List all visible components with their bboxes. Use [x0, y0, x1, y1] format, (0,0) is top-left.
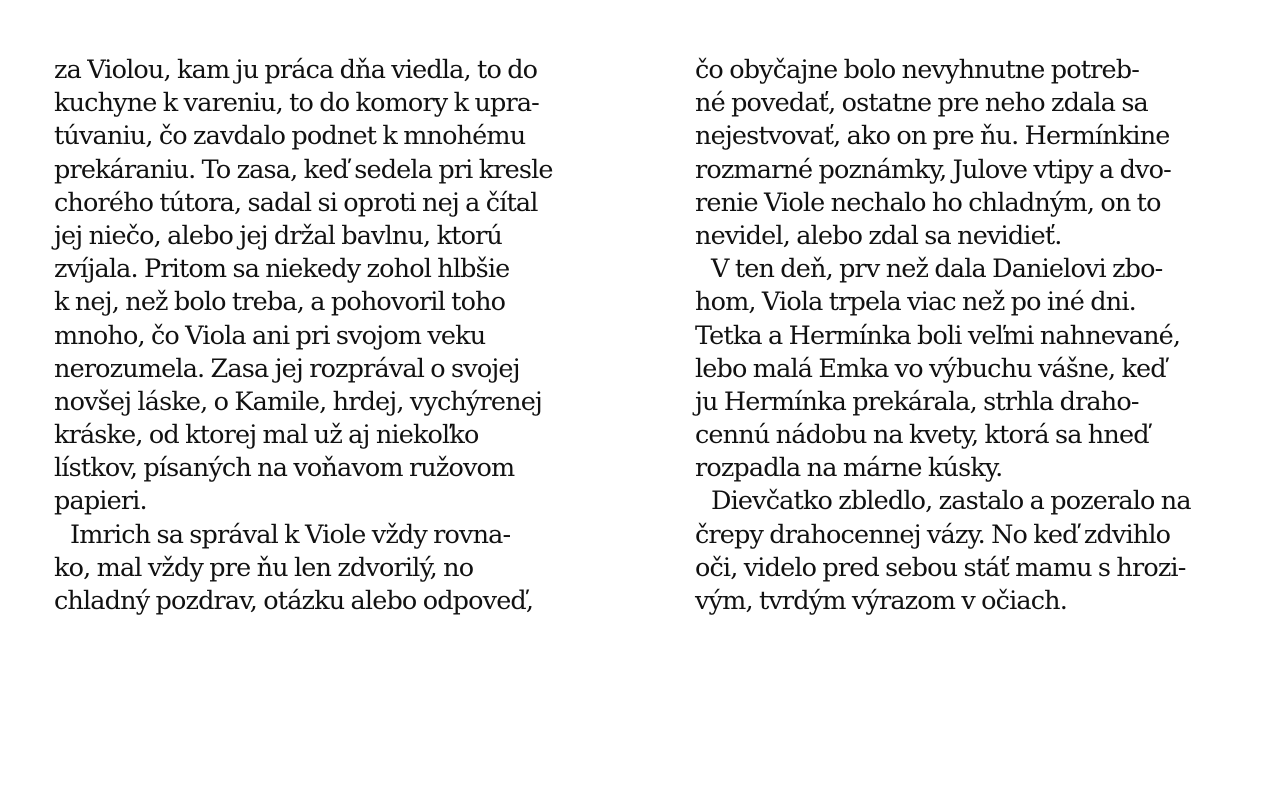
text-line: rozpadla na márne kúsky.	[695, 453, 1003, 484]
text-line: hom, Viola trpela viac než po iné dni.	[695, 287, 1136, 318]
text-line: k nej, než bolo treba, a pohovoril toho	[54, 287, 506, 318]
text-line: rozmarné poznámky, Julove vtipy a dvo-	[695, 154, 1171, 185]
text-line: Tetka a Hermínka boli veľmi nahnevané,	[695, 320, 1181, 351]
text-line: cennú nádobu na kvety, ktorá sa hneď	[695, 420, 1149, 451]
text-line: renie Viole nechalo ho chladným, on to	[695, 187, 1161, 218]
text-line: chladný pozdrav, otázku alebo odpoveď,	[54, 586, 534, 616]
text-line: nevidel, alebo zdal sa nevidieť.	[695, 220, 1062, 251]
text-line: vým, tvrdým výrazom v očiach.	[695, 586, 1068, 616]
text-line: jej niečo, alebo jej držal bavlnu, ktorú	[54, 220, 502, 251]
left-page-column	[54, 54, 584, 618]
text-line: prekáraniu. To zasa, keď sedela pri kresle	[54, 154, 553, 185]
text-line: papieri.	[54, 486, 147, 517]
text-line: túvaniu, čo zavdalo podnet k mnohému	[54, 121, 526, 152]
text-line: zvíjala. Pritom sa niekedy zohol hlbšie	[54, 254, 510, 285]
text-line: za Violou, kam ju práca dňa viedla, to do	[54, 55, 538, 85]
text-line: chorého tútora, sadal si oproti nej a čítal	[54, 187, 538, 218]
paragraph-start-line: Imrich sa správal k Viole vždy rovna-	[70, 519, 511, 550]
text-line: lebo malá Emka vo výbuchu vášne, keď	[695, 353, 1166, 384]
text-line: črepy drahocennej vázy. No keď zdvihlo	[695, 519, 1171, 550]
text-line: kuchyne k vareniu, to do komory k upra-	[54, 88, 539, 119]
paragraph-start-line: Dievčatko zbledlo, zastalo a pozeralo na	[711, 486, 1191, 517]
text-line: mnoho, čo Viola ani pri svojom veku	[54, 320, 486, 351]
text-line: lístkov, písaných na voňavom ružovom	[54, 453, 515, 484]
text-line: čo obyčajne bolo nevyhnutne potreb-	[695, 55, 1139, 85]
text-line: né povedať, ostatne pre neho zdala sa	[695, 88, 1148, 119]
text-line: oči, videlo pred sebou stáť mamu s hrozi-	[695, 552, 1186, 583]
text-line: ju Hermínka prekárala, strhla draho-	[695, 386, 1139, 417]
text-line: nerozumela. Zasa jej rozprával o svojej	[54, 353, 520, 384]
text-line: ko, mal vždy pre ňu len zdvorilý, no	[54, 552, 474, 583]
text-line: nejestvovať, ako on pre ňu. Hermínkine	[695, 121, 1170, 152]
right-page-column	[695, 54, 1225, 618]
text-line: novšej láske, o Kamile, hrdej, vychýrenej	[54, 386, 542, 417]
text-line: kráske, od ktorej mal už aj niekoľko	[54, 420, 479, 451]
paragraph-start-line: V ten deň, prv než dala Danielovi zbo-	[711, 254, 1163, 285]
